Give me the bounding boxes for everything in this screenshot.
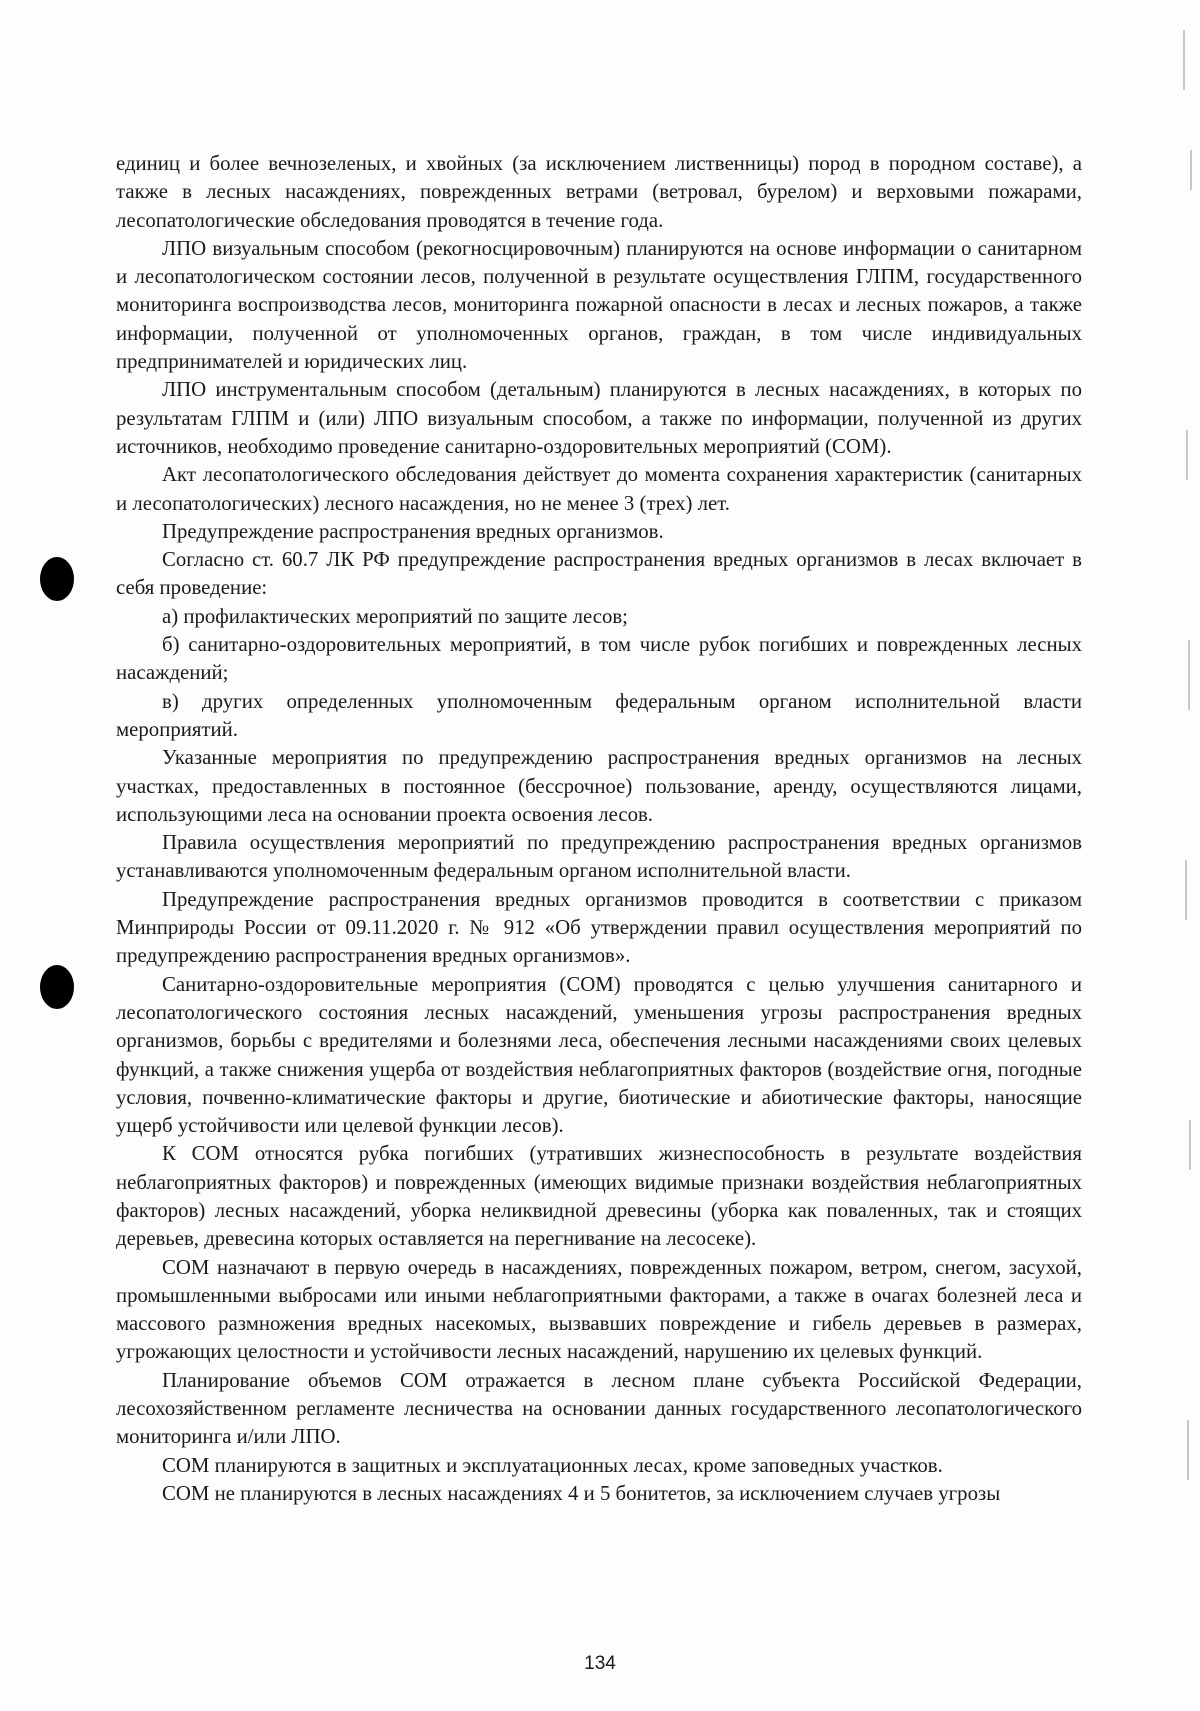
paragraph: Правила осуществления мероприятий по предупреждению распространения вредных организмов устанавливаются уполномоченным федеральным органом исполнительной власти. (116, 831, 1082, 883)
paragraph: СОМ назначают в первую очередь в насаждениях, поврежденных пожаром, ветром, снегом, засухой, промышленными выбросами или иными неблагоприятными факторами, а также в очагах болезней леса и массового размножения вредных насекомых, вызвавших повреждение и гибель деревьев в размерах, угрожающих целостности и устойчивости лесных насаждений, нарушению их целевых функций. (116, 1255, 1082, 1364)
paragraph: единиц и более вечнозеленых, и хвойных (за исключением лиственницы) пород в породном составе), а также в лесных насаждениях, поврежденных ветрами (ветровал, бурелом) и верховыми пожарами, лесопатологические обследования проводятся в течение года. (116, 152, 1082, 232)
punch-hole-upper (40, 557, 74, 601)
paragraph: СОМ не планируются в лесных насаждениях 4 и 5 бонитетов, за исключением случаев угрозы (162, 1481, 1001, 1505)
list-item: а) профилактических мероприятий по защите лесов; (162, 604, 628, 628)
paragraph: СОМ планируются в защитных и эксплуатационных лесах, кроме заповедных участков. (162, 1453, 943, 1477)
paragraph: Санитарно-оздоровительные мероприятия (СОМ) проводятся с целью улучшения санитарного и лесопатологического состояния лесных насаждений, уменьшения угрозы распространения вредных организмов, борьбы с вредителями и болезнями леса, обеспечения лесными насаждениями своих целевых функций, а также снижения ущерба от воздействия неблагоприятных факторов (воздействие огня, погодные условия, почвенно-климатические факторы и другие, биотические и абиотические факторы, наносящие ущерб устойчивости или целевой функции лесов). (116, 972, 1082, 1138)
scan-edge-mark (1190, 150, 1192, 190)
scan-edge-mark (1187, 1420, 1189, 1480)
list-item: в) других определенных уполномоченным федеральным органом исполнительной власти мероприятий. (116, 689, 1082, 741)
list-item: б) санитарно-оздоровительных мероприятий, в том числе рубок погибших и поврежденных лесных насаждений; (116, 633, 1082, 685)
paragraph: К СОМ относятся рубка погибших (утративших жизнеспособность в результате воздействия неблагоприятных факторов) и поврежденных (имеющих видимые признаки воздействия неблагоприятных факторов) лесных насаждений, уборка неликвидной древесины (уборка как поваленных, так и стоящих деревьев, древесина которых оставляется на перегнивание на лесосеке). (116, 1142, 1082, 1251)
paragraph: Предупреждение распространения вредных организмов проводится в соответствии с приказом Минприроды России от 09.11.2020 г. № 912 «Об утверждении правил осуществления мероприятий по предупреждению распространения вредных организмов». (116, 887, 1082, 968)
scan-edge-mark (1183, 30, 1185, 90)
paragraph: Акт лесопатологического обследования действует до момента сохранения характеристик (санитарных и лесопатологических) лесного насаждения, но не менее 3 (трех) лет. (116, 463, 1082, 515)
scan-edge-mark (1186, 430, 1188, 480)
punch-hole-lower (40, 965, 74, 1009)
document-body (116, 150, 1082, 1508)
scan-edge-mark (1189, 1120, 1191, 1170)
scan-edge-mark (1188, 640, 1190, 710)
paragraph: ЛПО инструментальным способом (детальным) планируются в лесных насаждениях, в которых по результатам ГЛПМ и (или) ЛПО визуальным способом, а также по информации, полученной из других источников, необходимо проведение санитарно-оздоровительных мероприятий (СОМ). (116, 378, 1082, 458)
paragraph: Планирование объемов СОМ отражается в лесном плане субъекта Российской Федерации, лесохозяйственном регламенте лесничества на основании данных государственного лесопатологического мониторинга и/или ЛПО. (116, 1368, 1082, 1449)
paragraph: Согласно ст. 60.7 ЛК РФ предупреждение распространения вредных организмов в лесах включает в себя проведение: (116, 548, 1082, 600)
paragraph: ЛПО визуальным способом (рекогносцировочным) планируются на основе информации о санитарном и лесопатологическом состоянии лесов, полученной в результате осуществления ГЛПМ, государственного мониторинга воспроизводства лесов, мониторинга пожарной опасности в лесах и лесных пожаров, а также информации, полученной от уполномоченных органов, граждан, в том числе индивидуальных предпринимателей и юридических лиц. (116, 236, 1082, 374)
section-heading: Предупреждение распространения вредных организмов. (162, 519, 664, 543)
scan-edge-mark (1185, 860, 1187, 920)
page-number: 134 (584, 1653, 616, 1674)
paragraph: Указанные мероприятия по предупреждению распространения вредных организмов на лесных участках, предоставленных в постоянное (бессрочное) пользование, аренду, осуществляются лицами, использующими леса на основании проекта освоения лесов. (116, 746, 1082, 826)
